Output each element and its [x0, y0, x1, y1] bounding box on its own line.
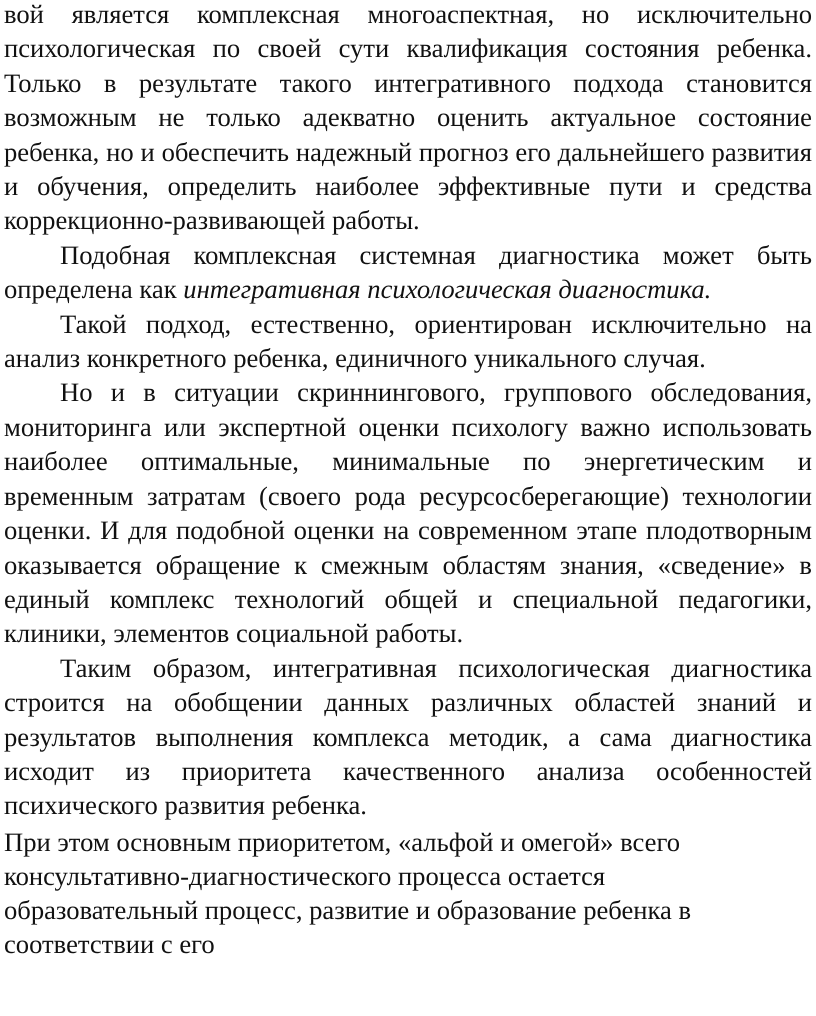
document-page — [4, 0, 812, 961]
paragraph-2-text: Подобная комплексная системная диагностика может быть определена как — [4, 239, 812, 305]
paragraph-3: Такой подход, естественно, ориентирован исключительно на анализ конкретного ребенка, единичного уникального случая. — [4, 308, 812, 374]
paragraph-1: вой является комплексная многоаспектная, но исключительно психологическая по своей сути квалификация состояния ребенка. Только в результате такого интегративного подхода становится возможным не только адекватно оценить актуальное состояние ребенка, но и обеспечить надежный прогноз его дальнейшего развития и обучения, определить наиболее эффективные пути и средства коррекционно-развивающей работы. — [4, 0, 812, 236]
closing-line-2: консультативно-диагностического процесса остается — [4, 860, 606, 891]
paragraph-2 — [4, 238, 812, 307]
closing-line-1: При этом основным приоритетом, «альфой и омегой» всего — [4, 826, 680, 857]
paragraph-5: Таким образом, интегративная психологическая диагностика строится на обобщении данных различных областей знаний и результатов выполнения комплекса методик, а сама диагностика исходит из приоритета качественного анализа особенностей психического развития ребенка. — [4, 652, 812, 821]
closing-line-4: соответствии с его — [4, 928, 215, 959]
closing-line-3: образовательный процесс, развитие и образование ребенка в — [4, 894, 692, 925]
closing-paragraph — [4, 825, 812, 961]
paragraph-4: Но и в ситуации скриннингового, группового обследования, мониторинга или экспертной оценки психологу важно использовать наиболее оптимальные, минимальные по энергетическим и временным затратам (своего рода ресурсосберегающие) технологии оценки. И для подобной оценки на современном этапе плодотворным оказывается обращение к смежным областям знания, «сведение» в единый комплекс технологий общей и специальной педагогики, клиники, элементов социальной работы. — [4, 377, 812, 649]
paragraph-2-emphasis: интегративная психологическая диагностика. — [183, 274, 712, 305]
